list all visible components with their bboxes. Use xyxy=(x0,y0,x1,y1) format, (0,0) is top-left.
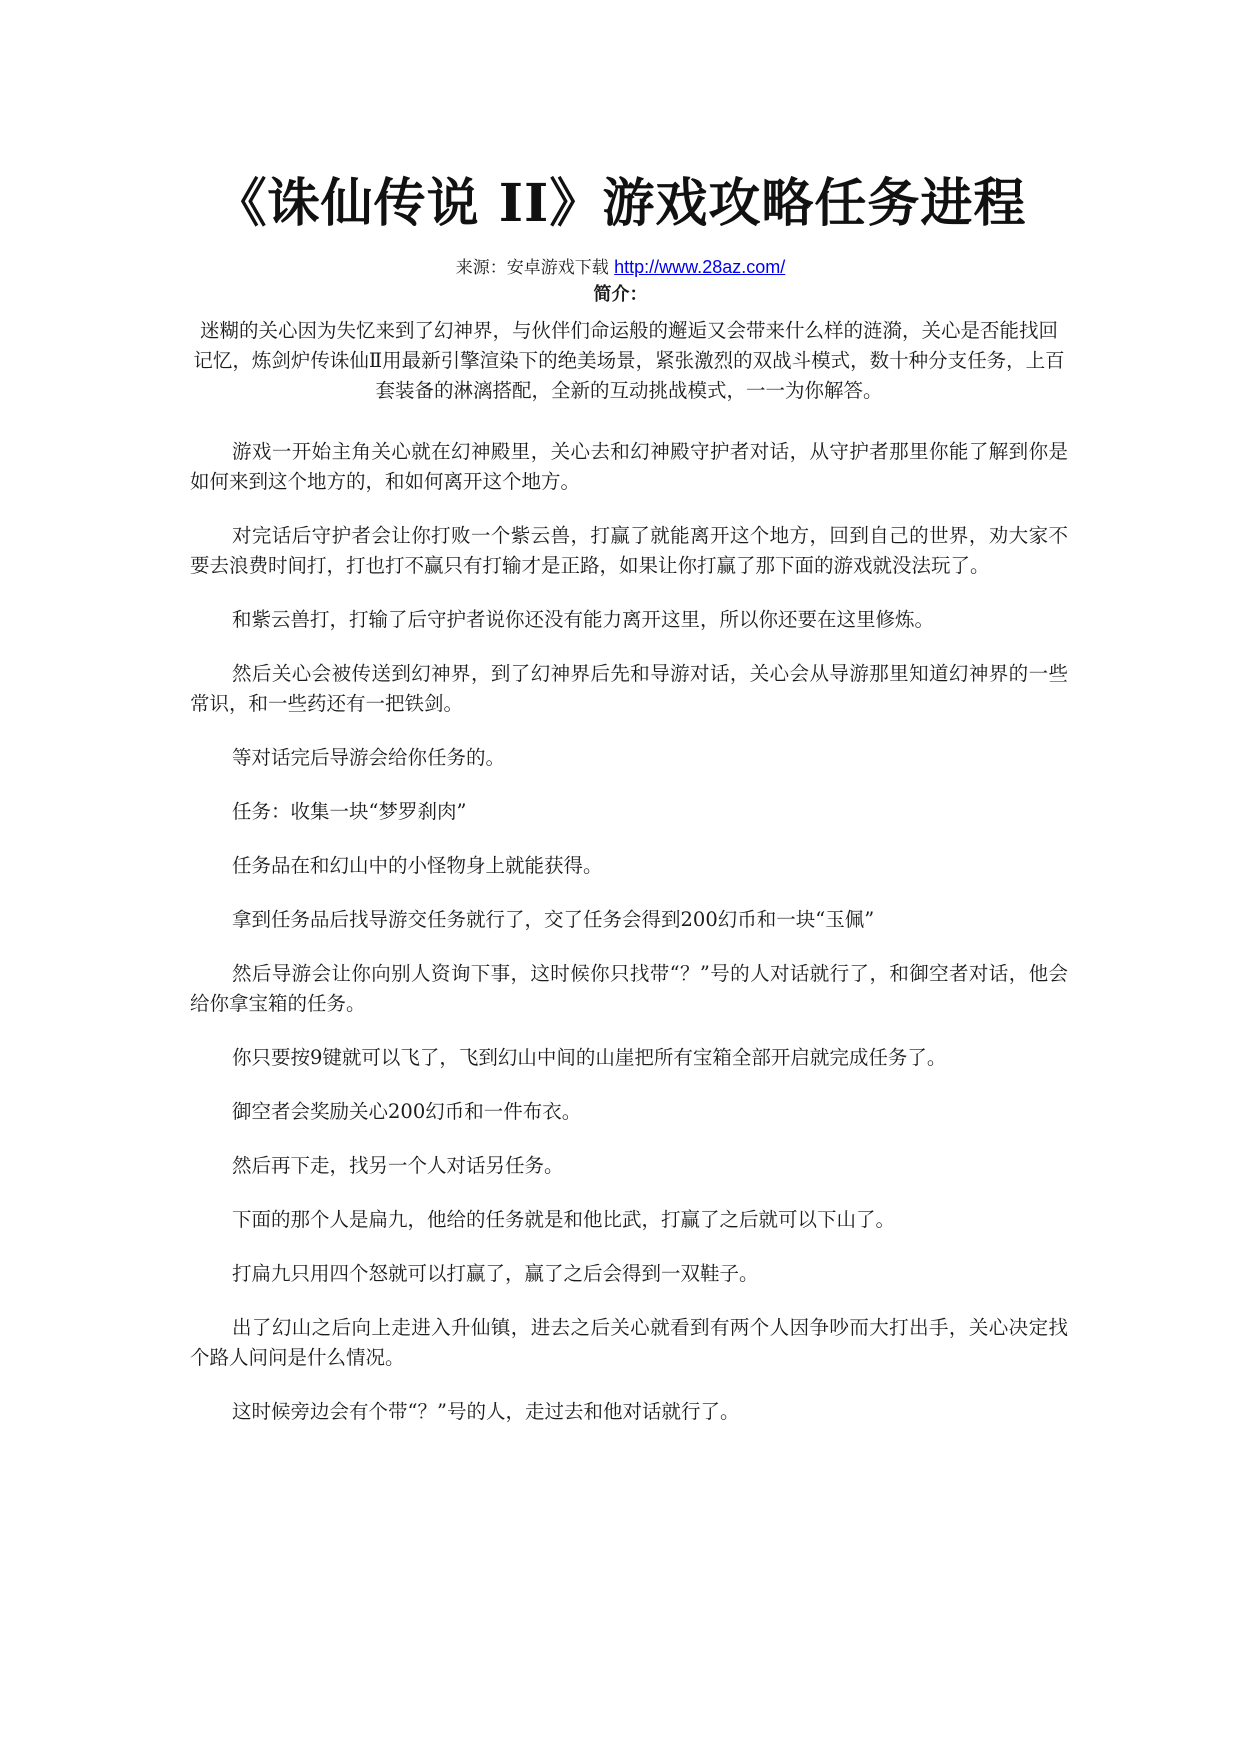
paragraph: 和紫云兽打，打输了后守护者说你还没有能力离开这里，所以你还要在这里修炼。 xyxy=(232,608,935,631)
intro-paragraph: 迷糊的关心因为失忆来到了幻神界，与伙伴们命运般的邂逅又会带来什么样的涟漪，关心是否能找回记忆，炼剑炉传诛仙Ⅱ用最新引擎渲染下的绝美场景，紧张激烈的双战斗模式，数十种分支任务，上百套装备的淋漓搭配，全新的互动挑战模式，一一为你解答。 xyxy=(193,319,1065,402)
paragraph: 你只要按9键就可以飞了，飞到幻山中间的山崖把所有宝箱全部开启就完成任务了。 xyxy=(232,1046,947,1069)
paragraph: 等对话完后导游会给你任务的。 xyxy=(232,746,506,769)
paragraph: 任务：收集一块“梦罗刹肉” xyxy=(232,800,467,823)
paragraph: 御空者会奖励关心200幻币和一件布衣。 xyxy=(232,1100,582,1123)
body-text xyxy=(190,437,1068,1451)
paragraph: 下面的那个人是扁九，他给的任务就是和他比武，打赢了之后就可以下山了。 xyxy=(232,1208,896,1231)
source-label: 来源：安卓游戏下载 xyxy=(455,258,615,278)
source-line xyxy=(0,255,1241,280)
intro-heading: 简介： xyxy=(593,284,648,305)
paragraph: 游戏一开始主角关心就在幻神殿里，关心去和幻神殿守护者对话，从守护者那里你能了解到你是如何来到这个地方的，和如何离开这个地方。 xyxy=(190,440,1068,493)
document-title: 《诛仙传说 II》游戏攻略任务进程 xyxy=(214,173,1027,234)
paragraph: 这时候旁边会有个带“？”号的人，走过去和他对话就行了。 xyxy=(232,1400,740,1423)
paragraph: 任务品在和幻山中的小怪物身上就能获得。 xyxy=(232,854,603,877)
paragraph: 然后关心会被传送到幻神界，到了幻神界后先和导游对话，关心会从导游那里知道幻神界的一些常识，和一些药还有一把铁剑。 xyxy=(190,662,1068,715)
paragraph: 打扁九只用四个怒就可以打赢了，赢了之后会得到一双鞋子。 xyxy=(232,1262,759,1285)
paragraph: 出了幻山之后向上走进入升仙镇，进去之后关心就看到有两个人因争吵而大打出手，关心决定找个路人问问是什么情况。 xyxy=(190,1316,1068,1369)
paragraph: 然后再下走，找另一个人对话另任务。 xyxy=(232,1154,564,1177)
paragraph: 对完话后守护者会让你打败一个紫云兽，打赢了就能离开这个地方，回到自己的世界，劝大家不要去浪费时间打，打也打不赢只有打输才是正路，如果让你打赢了那下面的游戏就没法玩了。 xyxy=(190,524,1068,577)
source-link[interactable]: http://www.28az.com/ xyxy=(614,257,786,277)
paragraph: 拿到任务品后找导游交任务就行了，交了任务会得到200幻币和一块“玉佩” xyxy=(232,908,875,931)
paragraph: 然后导游会让你向别人资询下事，这时候你只找带“？”号的人对话就行了，和御空者对话，他会给你拿宝箱的任务。 xyxy=(190,962,1068,1015)
